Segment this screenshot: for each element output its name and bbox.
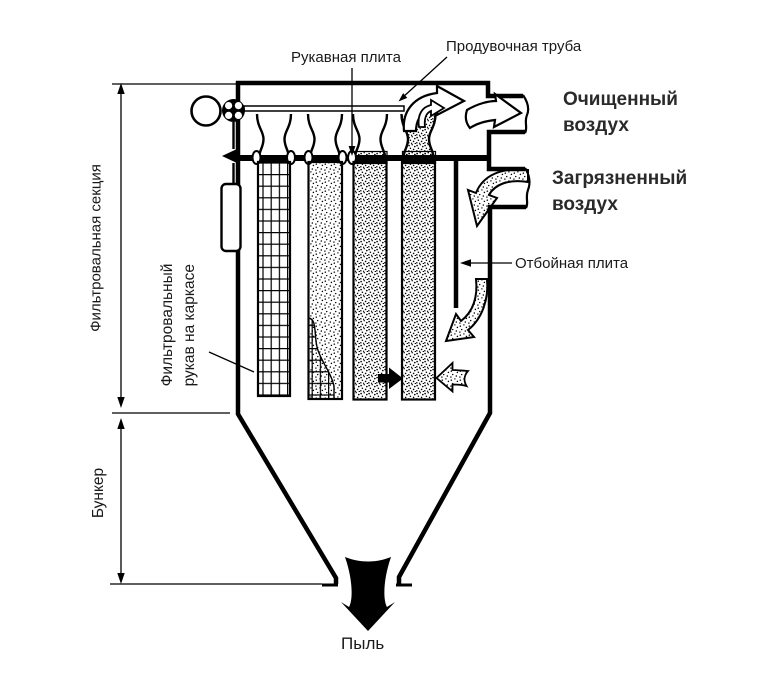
control-box [222,184,241,251]
filter-bags [258,162,435,400]
clean-air-duct-break-edge [523,95,528,133]
label-dirty-air-line1: Загрязненный [552,168,688,189]
label-baffle-plate: Отбойная плита [515,255,629,272]
clean-air-outlet-arrow-icon [466,94,521,128]
label-dirty-air [552,166,687,218]
label-filter-bag-line1: Фильтровальный [159,263,176,387]
blow-pipe-line [244,106,404,111]
label-hopper: Бункер [90,467,107,519]
label-clean-air [563,87,678,139]
valve-arrow [222,149,238,164]
label-dust: Пыль [341,634,385,653]
label-blow-pipe: Продувочная труба [446,38,582,55]
label-filter-bag-line2: рукав на каркасе [181,263,198,387]
dirty-air-to-bag-arrow-icon [437,363,469,392]
label-filter-bag [157,264,201,387]
dirty-air-baffle-arrow-icon [446,279,487,341]
filter-bag-4 [402,162,435,400]
label-bag-plate: Рукавная плита [291,49,401,66]
dust-arrow-icon [341,557,395,631]
label-dirty-air-line2: воздух [552,194,618,215]
filter-bag-3 [354,162,387,400]
filter-bag-1-cage [258,162,290,396]
label-filter-section: Фильтровальная секция [87,164,105,332]
label-clean-air-line1: Очищенный [563,89,678,110]
air-reservoir-icon [192,97,221,126]
dirty-air-inlet-arrow-icon [468,169,528,226]
label-clean-air-line2: воздух [563,115,629,136]
pulse-valve-icon [222,99,245,122]
